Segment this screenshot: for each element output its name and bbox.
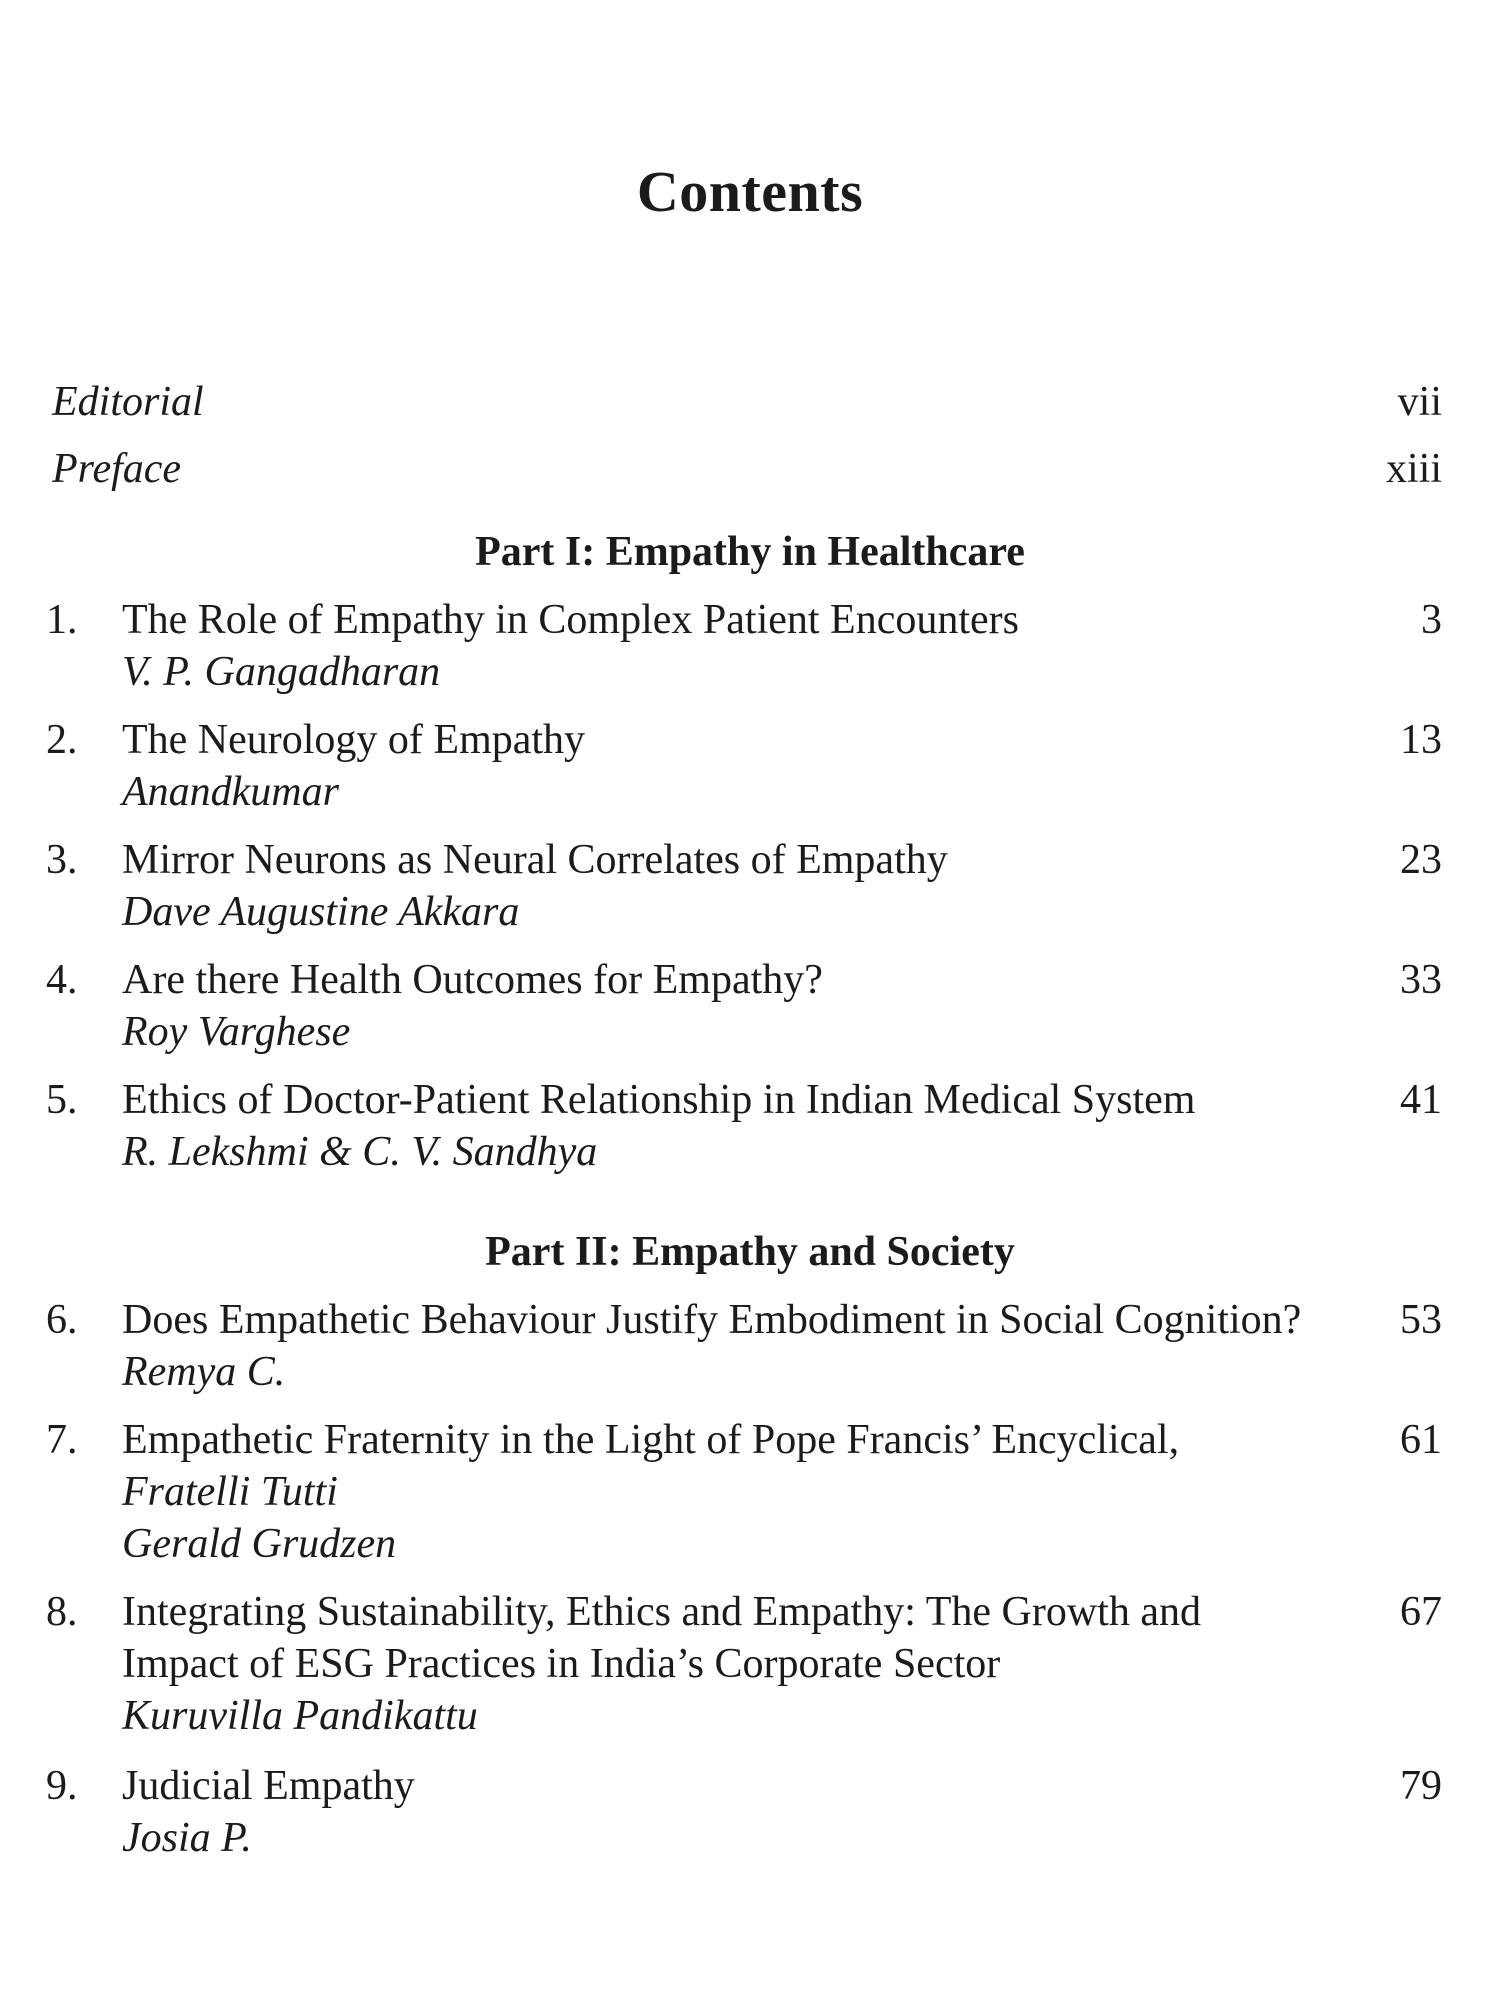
entry-number: 5. [46,1077,78,1123]
front-item-label: Editorial [52,379,204,425]
entry-number: 7. [46,1417,78,1463]
page-number: xiii [1385,446,1442,492]
entry-author: Anandkumar [122,769,339,815]
entry-title: Does Empathetic Behaviour Justify Embodiment in Social Cognition? [122,1297,1302,1343]
entry-number: 1. [46,597,78,643]
entry-title: Mirror Neurons as Neural Correlates of Empathy [122,837,948,883]
entry-number: 3. [46,837,78,883]
entry-title: Integrating Sustainability, Ethics and Empathy: The Growth and [122,1589,1201,1635]
toc-entry-2 [46,714,1442,818]
page-number: 3 [1421,597,1442,643]
entry-title-continued: Impact of ESG Practices in India’s Corporate Sector [122,1641,1001,1687]
page-number: 53 [1400,1297,1442,1343]
entry-title: Ethics of Doctor-Patient Relationship in Indian Medical System [122,1077,1196,1123]
toc-front-item-editorial [52,378,1442,426]
page-number: 61 [1400,1417,1442,1463]
entry-number: 2. [46,717,78,763]
entry-author: Roy Varghese [122,1009,351,1055]
entry-number: 6. [46,1297,78,1343]
entry-number: 9. [46,1763,78,1809]
part-heading-part-2: Part II: Empathy and Society [485,1229,1015,1275]
entry-title: Empathetic Fraternity in the Light of Pope Francis’ Encyclical, [122,1417,1180,1463]
entry-author: Josia P. [122,1815,252,1861]
page-number: 33 [1400,957,1442,1003]
page-number: 13 [1400,717,1442,763]
entry-title: Judicial Empathy [122,1763,415,1809]
part-heading-part-1: Part I: Empathy in Healthcare [475,529,1025,575]
page-title: Contents [636,159,864,224]
front-item-label: Preface [52,446,182,492]
toc-entry-7 [46,1414,1442,1570]
entry-author: Gerald Grudzen [122,1521,397,1567]
toc-entry-6 [46,1294,1442,1398]
entry-title: The Role of Empathy in Complex Patient Encounters [122,597,1019,643]
toc-entry-9 [46,1760,1442,1864]
entry-author: R. Lekshmi & C. V. Sandhya [122,1129,598,1175]
entry-number: 8. [46,1589,78,1635]
entry-title: Are there Health Outcomes for Empathy? [122,957,823,1003]
entry-title-italic: Fratelli Tutti [122,1469,338,1515]
page-number: 67 [1400,1589,1442,1635]
page-number: vii [1397,379,1442,425]
entry-title: The Neurology of Empathy [122,717,586,763]
entry-number: 4. [46,957,78,1003]
toc-entry-4 [46,954,1442,1058]
page-number: 23 [1400,837,1442,883]
page-number: 41 [1400,1077,1442,1123]
toc-entry-8 [46,1586,1442,1742]
toc-front-item-preface [52,445,1442,493]
page-number: 79 [1400,1763,1442,1809]
entry-author: Kuruvilla Pandikattu [122,1693,478,1739]
entry-author: V. P. Gangadharan [122,649,441,695]
entry-author: Remya C. [122,1349,286,1395]
entry-author: Dave Augustine Akkara [122,889,520,935]
toc-entry-5 [46,1074,1442,1178]
toc-entry-1 [46,594,1442,698]
toc-entry-3 [46,834,1442,938]
